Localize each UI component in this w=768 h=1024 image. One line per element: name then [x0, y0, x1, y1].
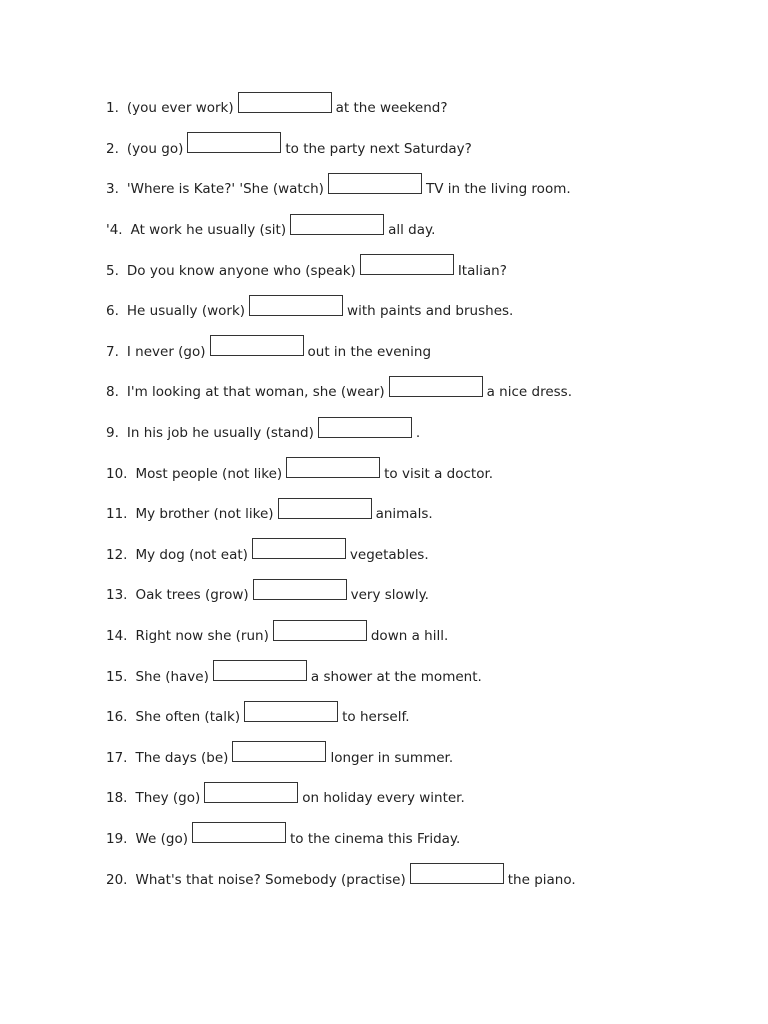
exercise-number: 2.: [106, 140, 119, 157]
answer-box[interactable]: [273, 620, 367, 641]
exercise-ending: a nice dress.: [486, 384, 572, 401]
answer-box[interactable]: [318, 417, 412, 438]
exercise-row: [106, 778, 746, 819]
exercise-prompt: She often (talk): [135, 709, 241, 726]
exercise-ending: to visit a doctor.: [384, 465, 494, 482]
answer-box[interactable]: [238, 92, 332, 113]
exercise-prompt: My brother (not like): [135, 506, 274, 523]
exercise-prompt: In his job he usually (stand): [126, 425, 314, 442]
exercise-number: 16.: [106, 709, 128, 726]
exercise-row: [106, 575, 746, 616]
exercise-number: 19.: [106, 830, 128, 847]
exercise-prompt: They (go): [135, 790, 201, 807]
exercise-row: [106, 453, 746, 494]
exercise-row: [106, 819, 746, 860]
exercise-number: 11.: [106, 506, 128, 523]
exercise-number: 8.: [106, 384, 119, 401]
exercise-prompt: 'Where is Kate?' 'She (watch): [126, 181, 324, 198]
exercise-number: 13.: [106, 587, 128, 604]
answer-box[interactable]: [286, 457, 380, 478]
answer-box[interactable]: [252, 538, 346, 559]
exercise-ending: TV in the living room.: [425, 181, 571, 198]
exercise-number: 12.: [106, 546, 128, 563]
answer-box[interactable]: [360, 254, 454, 275]
exercise-prompt: Most people (not like): [135, 465, 283, 482]
exercise-number: 3.: [106, 181, 119, 198]
exercise-number: 15.: [106, 668, 128, 685]
answer-box[interactable]: [187, 132, 281, 153]
answer-box[interactable]: [253, 579, 347, 600]
exercise-ending: animals.: [375, 506, 433, 523]
exercise-prompt: He usually (work): [126, 303, 246, 320]
worksheet: [106, 88, 746, 900]
exercise-prompt: Oak trees (grow): [135, 587, 249, 604]
answer-box[interactable]: [210, 335, 304, 356]
exercise-number: 6.: [106, 303, 119, 320]
exercise-row: [106, 332, 746, 373]
exercise-ending: down a hill.: [370, 628, 449, 645]
answer-box[interactable]: [249, 295, 343, 316]
answer-box[interactable]: [232, 741, 326, 762]
exercise-prompt: (you ever work): [126, 100, 234, 117]
exercise-prompt: I'm looking at that woman, she (wear): [126, 384, 385, 401]
answer-box[interactable]: [278, 498, 372, 519]
answer-box[interactable]: [328, 173, 422, 194]
exercise-prompt: I never (go): [126, 343, 206, 360]
exercise-prompt: What's that noise? Somebody (practise): [135, 871, 406, 888]
exercise-row: [106, 291, 746, 332]
answer-box[interactable]: [290, 214, 384, 235]
exercise-row: [106, 250, 746, 291]
answer-box[interactable]: [244, 701, 338, 722]
exercise-ending: Italian?: [457, 262, 507, 279]
exercise-number: 9.: [106, 425, 119, 442]
exercise-row: [106, 494, 746, 535]
exercise-prompt: At work he usually (sit): [130, 222, 287, 239]
exercise-row: [106, 210, 746, 251]
answer-box[interactable]: [410, 863, 504, 884]
exercise-ending: out in the evening: [307, 343, 432, 360]
answer-box[interactable]: [213, 660, 307, 681]
exercise-row: [106, 697, 746, 738]
answer-box[interactable]: [204, 782, 298, 803]
exercise-ending: with paints and brushes.: [347, 303, 514, 320]
exercise-row: [106, 88, 746, 129]
exercise-ending: to the cinema this Friday.: [290, 830, 461, 847]
exercise-ending: very slowly.: [350, 587, 429, 604]
exercise-row: [106, 413, 746, 454]
exercise-ending: .: [415, 425, 421, 442]
exercise-ending: longer in summer.: [330, 749, 454, 766]
answer-box[interactable]: [389, 376, 483, 397]
exercise-ending: to the party next Saturday?: [285, 140, 472, 157]
exercise-prompt: (you go): [126, 140, 184, 157]
exercise-number: 5.: [106, 262, 119, 279]
exercise-ending: on holiday every winter.: [302, 790, 465, 807]
exercise-number: 7.: [106, 343, 119, 360]
exercise-ending: vegetables.: [349, 546, 429, 563]
exercise-prompt: The days (be): [135, 749, 229, 766]
exercise-row: [106, 738, 746, 779]
exercise-ending: to herself.: [342, 709, 410, 726]
exercise-row: [106, 169, 746, 210]
exercise-row: [106, 535, 746, 576]
exercise-number: 10.: [106, 465, 128, 482]
exercise-number: 1.: [106, 100, 119, 117]
exercise-number: '4.: [106, 222, 123, 239]
exercise-prompt: Do you know anyone who (speak): [126, 262, 356, 279]
answer-box[interactable]: [192, 822, 286, 843]
exercise-ending: at the weekend?: [335, 100, 448, 117]
exercise-row: [106, 859, 746, 900]
exercise-number: 14.: [106, 628, 128, 645]
exercise-prompt: We (go): [135, 830, 189, 847]
exercise-row: [106, 616, 746, 657]
exercise-number: 20.: [106, 871, 128, 888]
exercise-prompt: Right now she (run): [135, 628, 269, 645]
exercise-prompt: My dog (not eat): [135, 546, 248, 563]
exercise-ending: a shower at the moment.: [310, 668, 482, 685]
exercise-row: [106, 129, 746, 170]
exercise-number: 18.: [106, 790, 128, 807]
exercise-prompt: She (have): [135, 668, 209, 685]
exercise-row: [106, 372, 746, 413]
exercise-ending: the piano.: [507, 871, 576, 888]
exercise-row: [106, 656, 746, 697]
exercise-ending: all day.: [388, 222, 436, 239]
exercise-number: 17.: [106, 749, 128, 766]
